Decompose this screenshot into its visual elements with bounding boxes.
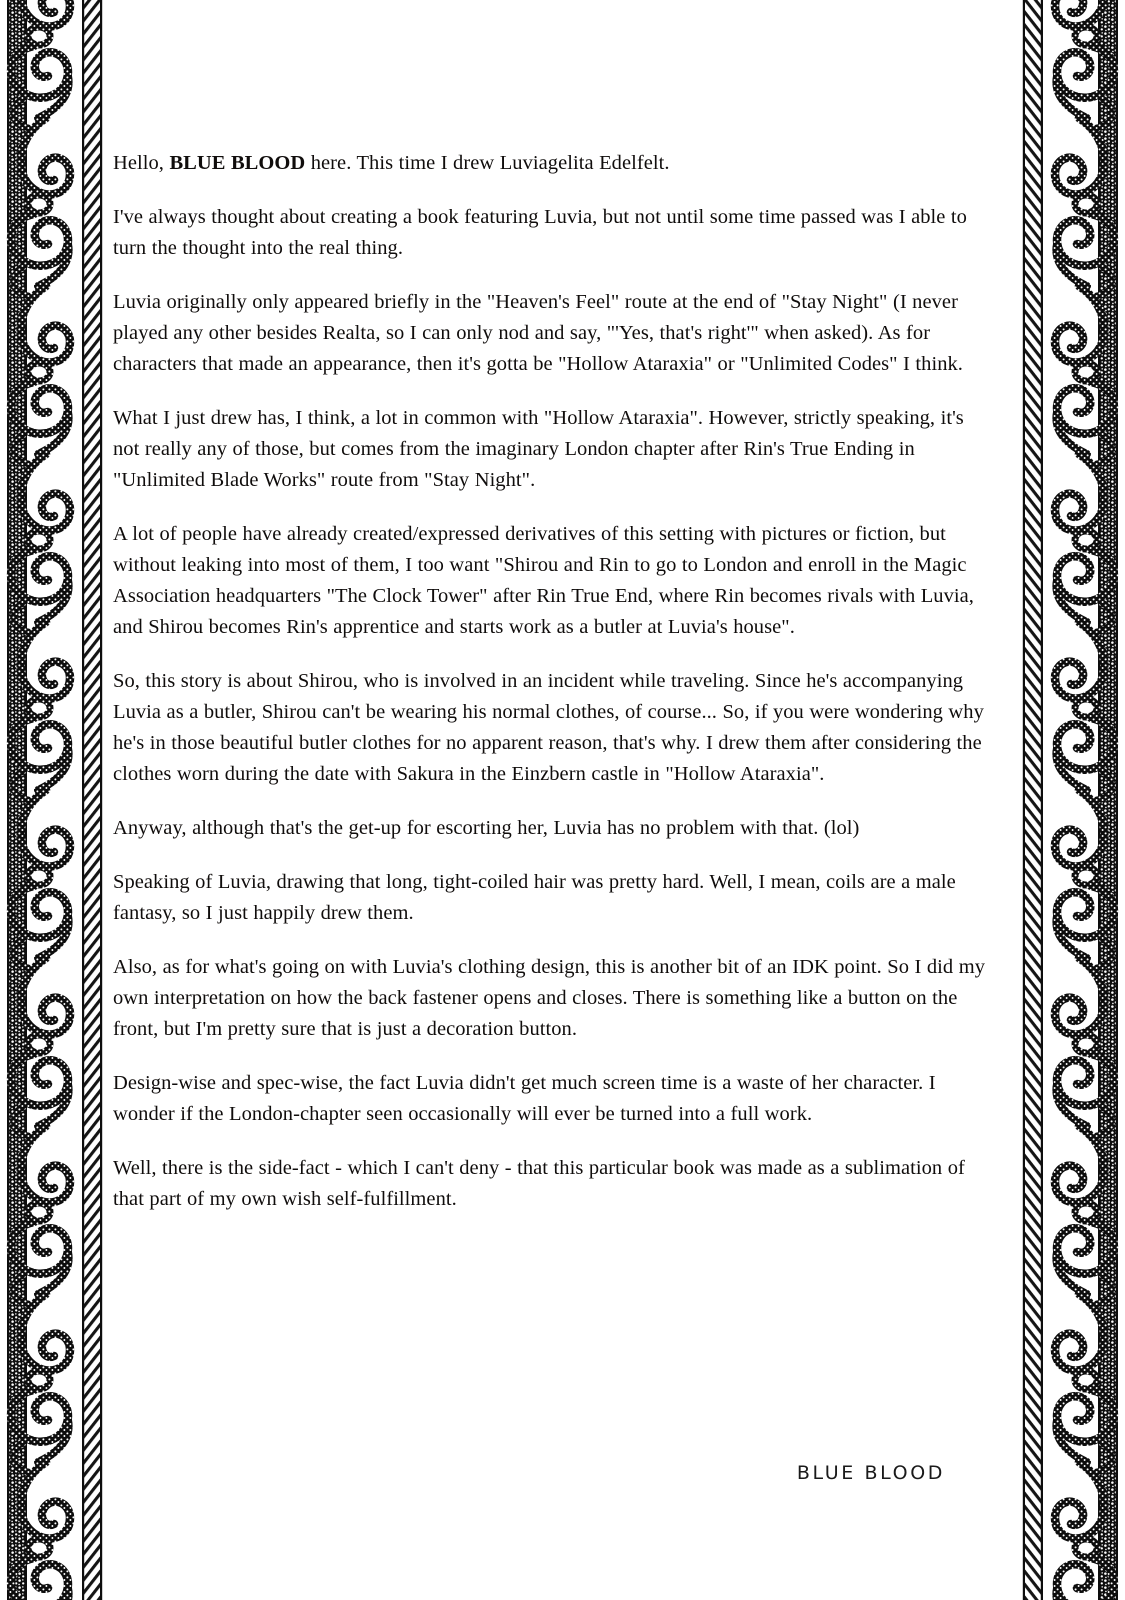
paragraph-closing: Well, there is the side-fact - which I can't deny - that this particular book was made as a sublimation of that part of my own wish self-fulfillment. bbox=[113, 1157, 965, 1210]
intro-lead: Hello, bbox=[113, 152, 170, 174]
right-ornamental-border bbox=[1017, 0, 1121, 1600]
paragraph-hair-coils: Speaking of Luvia, drawing that long, tight-coiled hair was pretty hard. Well, I mean, coils are a male fantasy, so I just happily drew them. bbox=[113, 871, 956, 924]
paragraph-derivatives: A lot of people have already created/expressed derivatives of this setting with pictures or fiction, but without leaking into most of them, I too want "Shirou and Rin to go to London and enroll in the Magic Association headquarters "The Clock Tower" after Rin True End, where Rin becomes rivals with Luvia, and Shirou becomes Rin's apprentice and starts work as a butler at Luvia's house". bbox=[113, 523, 974, 638]
paragraph-setting-basis: What I just drew has, I think, a lot in common with "Hollow Ataraxia". However, strictly speaking, it's not really any of those, but comes from the imaginary London chapter after Rin's True Ending in "Unlimited Blade Works" route from "Stay Night". bbox=[113, 407, 964, 491]
author-name-emphasis: BLUE BLOOD bbox=[169, 152, 306, 174]
paragraph-intro bbox=[113, 148, 993, 179]
afterword-text-column bbox=[113, 148, 993, 1215]
paragraph-clothing-design: Also, as for what's going on with Luvia's clothing design, this is another bit of an IDK point. So I did my own interpretation on how the back fastener opens and closes. There is something like a button on the front, but I'm pretty sure that is just a decoration button. bbox=[113, 956, 985, 1040]
author-signature bbox=[0, 1462, 1125, 1484]
intro-rest: here. This time I drew Luviagelita Edelfelt. bbox=[305, 152, 670, 174]
paragraph-book-idea: I've always thought about creating a book featuring Luvia, but not until some time passed was I able to turn the thought into the real thing. bbox=[113, 206, 967, 259]
left-border-pattern bbox=[4, 0, 108, 1600]
paragraph-escort-joke: Anyway, although that's the get-up for escorting her, Luvia has no problem with that. (lol) bbox=[113, 817, 860, 839]
right-border-pattern bbox=[1017, 0, 1121, 1600]
paragraph-screen-time: Design-wise and spec-wise, the fact Luvia didn't get much screen time is a waste of her character. I wonder if the London-chapter seen occasionally will ever be turned into a full work. bbox=[113, 1072, 936, 1125]
paragraph-origin-route: Luvia originally only appeared briefly in the "Heaven's Feel" route at the end of "Stay Night" (I never played any other besides Realta, so I can only nod and say, "'Yes, that's right'" when asked). As for characters that made an appearance, then it's gotta be "Hollow Ataraxia" or "Unlimited Codes" I think. bbox=[113, 291, 963, 375]
signature-text: BLUE BLOOD bbox=[796, 1462, 945, 1484]
left-ornamental-border bbox=[4, 0, 108, 1600]
paragraph-story-premise: So, this story is about Shirou, who is involved in an incident while traveling. Since he's accompanying Luvia as a butler, Shirou can't be wearing his normal clothes, of course... So, if you were wondering why he's in those beautiful butler clothes for no apparent reason, that's why. I drew them after considering the clothes worn during the date with Sakura in the Einzbern castle in "Hollow Ataraxia". bbox=[113, 670, 984, 785]
